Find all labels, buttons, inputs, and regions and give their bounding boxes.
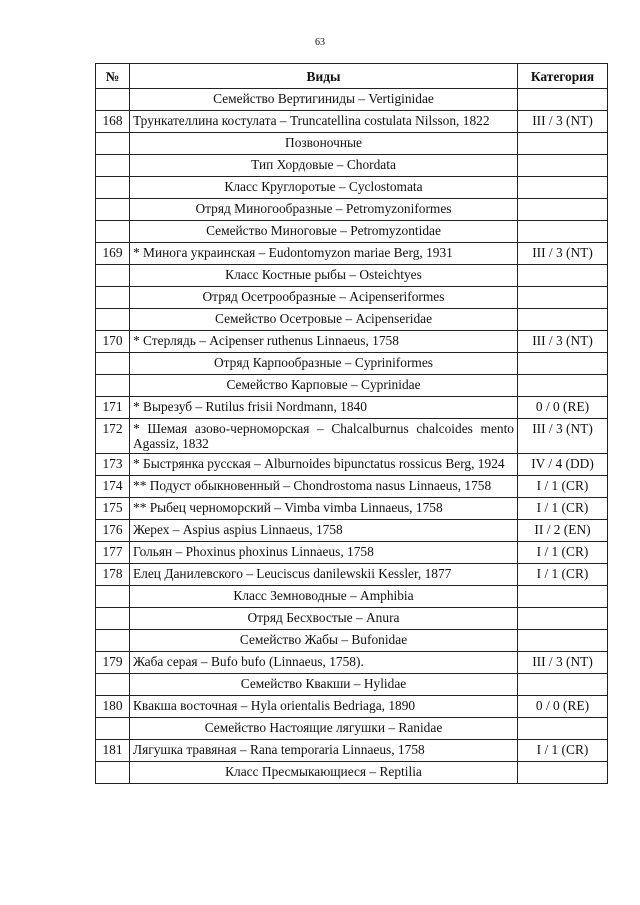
number-cell-empty: [96, 287, 130, 309]
taxon-group-label: Семейство Вертигиниды – Vertiginidae: [130, 89, 518, 111]
species-category: I / 1 (CR): [518, 542, 608, 564]
taxon-group-row: [96, 89, 608, 111]
number-cell-empty: [96, 375, 130, 397]
number-cell-empty: [96, 718, 130, 740]
species-number: 178: [96, 564, 130, 586]
species-row: [96, 564, 608, 586]
number-cell-empty: [96, 89, 130, 111]
taxon-group-label: Семейство Осетровые – Acipenseridae: [130, 309, 518, 331]
category-cell-empty: [518, 630, 608, 652]
species-number: 174: [96, 476, 130, 498]
species-category: I / 1 (CR): [518, 498, 608, 520]
species-category: 0 / 0 (RE): [518, 397, 608, 419]
species-row: [96, 111, 608, 133]
column-header-species: Виды: [130, 64, 518, 89]
number-cell-empty: [96, 608, 130, 630]
species-row: [96, 419, 608, 454]
species-category: I / 1 (CR): [518, 740, 608, 762]
taxon-group-row: [96, 199, 608, 221]
category-cell-empty: [518, 718, 608, 740]
species-category: I / 1 (CR): [518, 476, 608, 498]
species-number: 171: [96, 397, 130, 419]
number-cell-empty: [96, 133, 130, 155]
species-number: 180: [96, 696, 130, 718]
species-number: 176: [96, 520, 130, 542]
species-category: IV / 4 (DD): [518, 454, 608, 476]
category-cell-empty: [518, 199, 608, 221]
taxon-group-label: Семейство Миноговые – Petromyzontidae: [130, 221, 518, 243]
number-cell-empty: [96, 674, 130, 696]
species-name: * Вырезуб – Rutilus frisii Nordmann, 1840: [130, 397, 518, 419]
taxon-group-label: Тип Хордовые – Chordata: [130, 155, 518, 177]
number-cell-empty: [96, 630, 130, 652]
taxon-group-row: [96, 221, 608, 243]
taxon-group-row: [96, 177, 608, 199]
species-name: Квакша восточная – Hyla orientalis Bedriaga, 1890: [130, 696, 518, 718]
species-name: * Минога украинская – Eudontomyzon mariae Berg, 1931: [130, 243, 518, 265]
species-table: [95, 63, 608, 784]
category-cell-empty: [518, 762, 608, 784]
species-name: Трункателлина костулата – Truncatellina costulata Nilsson, 1822: [130, 111, 518, 133]
species-row: [96, 397, 608, 419]
species-name: * Шемая азово-черноморская – Chalcalburnus chalcoides mento Agassiz, 1832: [130, 419, 518, 454]
species-row: [96, 243, 608, 265]
number-cell-empty: [96, 353, 130, 375]
species-name: Гольян – Phoxinus phoxinus Linnaeus, 1758: [130, 542, 518, 564]
page-number: 63: [315, 37, 325, 48]
taxon-group-row: [96, 674, 608, 696]
species-category: III / 3 (NT): [518, 243, 608, 265]
species-category: III / 3 (NT): [518, 419, 608, 454]
taxon-group-label: Отряд Бесхвостые – Anura: [130, 608, 518, 630]
category-cell-empty: [518, 89, 608, 111]
taxon-group-row: [96, 265, 608, 287]
number-cell-empty: [96, 177, 130, 199]
number-cell-empty: [96, 586, 130, 608]
category-cell-empty: [518, 608, 608, 630]
species-number: 170: [96, 331, 130, 353]
species-name: Елец Данилевского – Leuciscus danilewskii Kessler, 1877: [130, 564, 518, 586]
species-category: III / 3 (NT): [518, 331, 608, 353]
taxon-group-row: [96, 287, 608, 309]
species-row: [96, 740, 608, 762]
category-cell-empty: [518, 133, 608, 155]
taxon-group-row: [96, 608, 608, 630]
taxon-group-label: Семейство Настоящие лягушки – Ranidae: [130, 718, 518, 740]
species-name: Жерех – Aspius aspius Linnaeus, 1758: [130, 520, 518, 542]
species-category: III / 3 (NT): [518, 652, 608, 674]
taxon-group-label: Отряд Осетрообразные – Acipenseriformes: [130, 287, 518, 309]
category-cell-empty: [518, 375, 608, 397]
species-row: [96, 696, 608, 718]
species-name: Лягушка травяная – Rana temporaria Linnaeus, 1758: [130, 740, 518, 762]
species-category: III / 3 (NT): [518, 111, 608, 133]
species-name: ** Подуст обыкновенный – Chondrostoma nasus Linnaeus, 1758: [130, 476, 518, 498]
number-cell-empty: [96, 762, 130, 784]
species-row: [96, 542, 608, 564]
category-cell-empty: [518, 265, 608, 287]
taxon-group-row: [96, 586, 608, 608]
category-cell-empty: [518, 309, 608, 331]
number-cell-empty: [96, 155, 130, 177]
taxon-group-label: Семейство Жабы – Bufonidae: [130, 630, 518, 652]
taxon-group-row: [96, 133, 608, 155]
species-number: 179: [96, 652, 130, 674]
taxon-group-label: Семейство Квакши – Hylidae: [130, 674, 518, 696]
species-number: 175: [96, 498, 130, 520]
species-number: 181: [96, 740, 130, 762]
column-header-category: Категория: [518, 64, 608, 89]
species-number: 172: [96, 419, 130, 454]
species-name: * Быстрянка русская – Alburnoides bipunctatus rossicus Berg, 1924: [130, 454, 518, 476]
species-category: II / 2 (EN): [518, 520, 608, 542]
category-cell-empty: [518, 221, 608, 243]
species-number: 169: [96, 243, 130, 265]
taxon-group-label: Класс Костные рыбы – Osteichtyes: [130, 265, 518, 287]
category-cell-empty: [518, 287, 608, 309]
taxon-group-label: Отряд Карпообразные – Cypriniformes: [130, 353, 518, 375]
column-header-number: №: [96, 64, 130, 89]
species-number: 168: [96, 111, 130, 133]
species-name: Жаба серая – Bufo bufo (Linnaeus, 1758).: [130, 652, 518, 674]
species-row: [96, 652, 608, 674]
taxon-group-row: [96, 155, 608, 177]
taxon-group-row: [96, 353, 608, 375]
species-name: * Стерлядь – Acipenser ruthenus Linnaeus, 1758: [130, 331, 518, 353]
table-body: [96, 89, 608, 784]
species-row: [96, 520, 608, 542]
category-cell-empty: [518, 586, 608, 608]
category-cell-empty: [518, 353, 608, 375]
taxon-group-label: Семейство Карповые – Cyprinidae: [130, 375, 518, 397]
number-cell-empty: [96, 309, 130, 331]
taxon-group-label: Позвоночные: [130, 133, 518, 155]
species-category: I / 1 (CR): [518, 564, 608, 586]
species-name: ** Рыбец черноморский – Vimba vimba Linnaeus, 1758: [130, 498, 518, 520]
table-header-row: [96, 64, 608, 89]
taxon-group-row: [96, 718, 608, 740]
species-category: 0 / 0 (RE): [518, 696, 608, 718]
number-cell-empty: [96, 199, 130, 221]
category-cell-empty: [518, 177, 608, 199]
number-cell-empty: [96, 221, 130, 243]
species-number: 177: [96, 542, 130, 564]
taxon-group-label: Отряд Миногообразные – Petromyzoniformes: [130, 199, 518, 221]
taxon-group-row: [96, 309, 608, 331]
category-cell-empty: [518, 155, 608, 177]
taxon-group-row: [96, 630, 608, 652]
taxon-group-label: Класс Земноводные – Amphibia: [130, 586, 518, 608]
taxon-group-label: Класс Круглоротые – Cyclostomata: [130, 177, 518, 199]
species-row: [96, 331, 608, 353]
species-row: [96, 476, 608, 498]
number-cell-empty: [96, 265, 130, 287]
taxon-group-label: Класс Пресмыкающиеся – Reptilia: [130, 762, 518, 784]
species-row: [96, 498, 608, 520]
category-cell-empty: [518, 674, 608, 696]
taxon-group-row: [96, 762, 608, 784]
taxon-group-row: [96, 375, 608, 397]
species-row: [96, 454, 608, 476]
species-number: 173: [96, 454, 130, 476]
